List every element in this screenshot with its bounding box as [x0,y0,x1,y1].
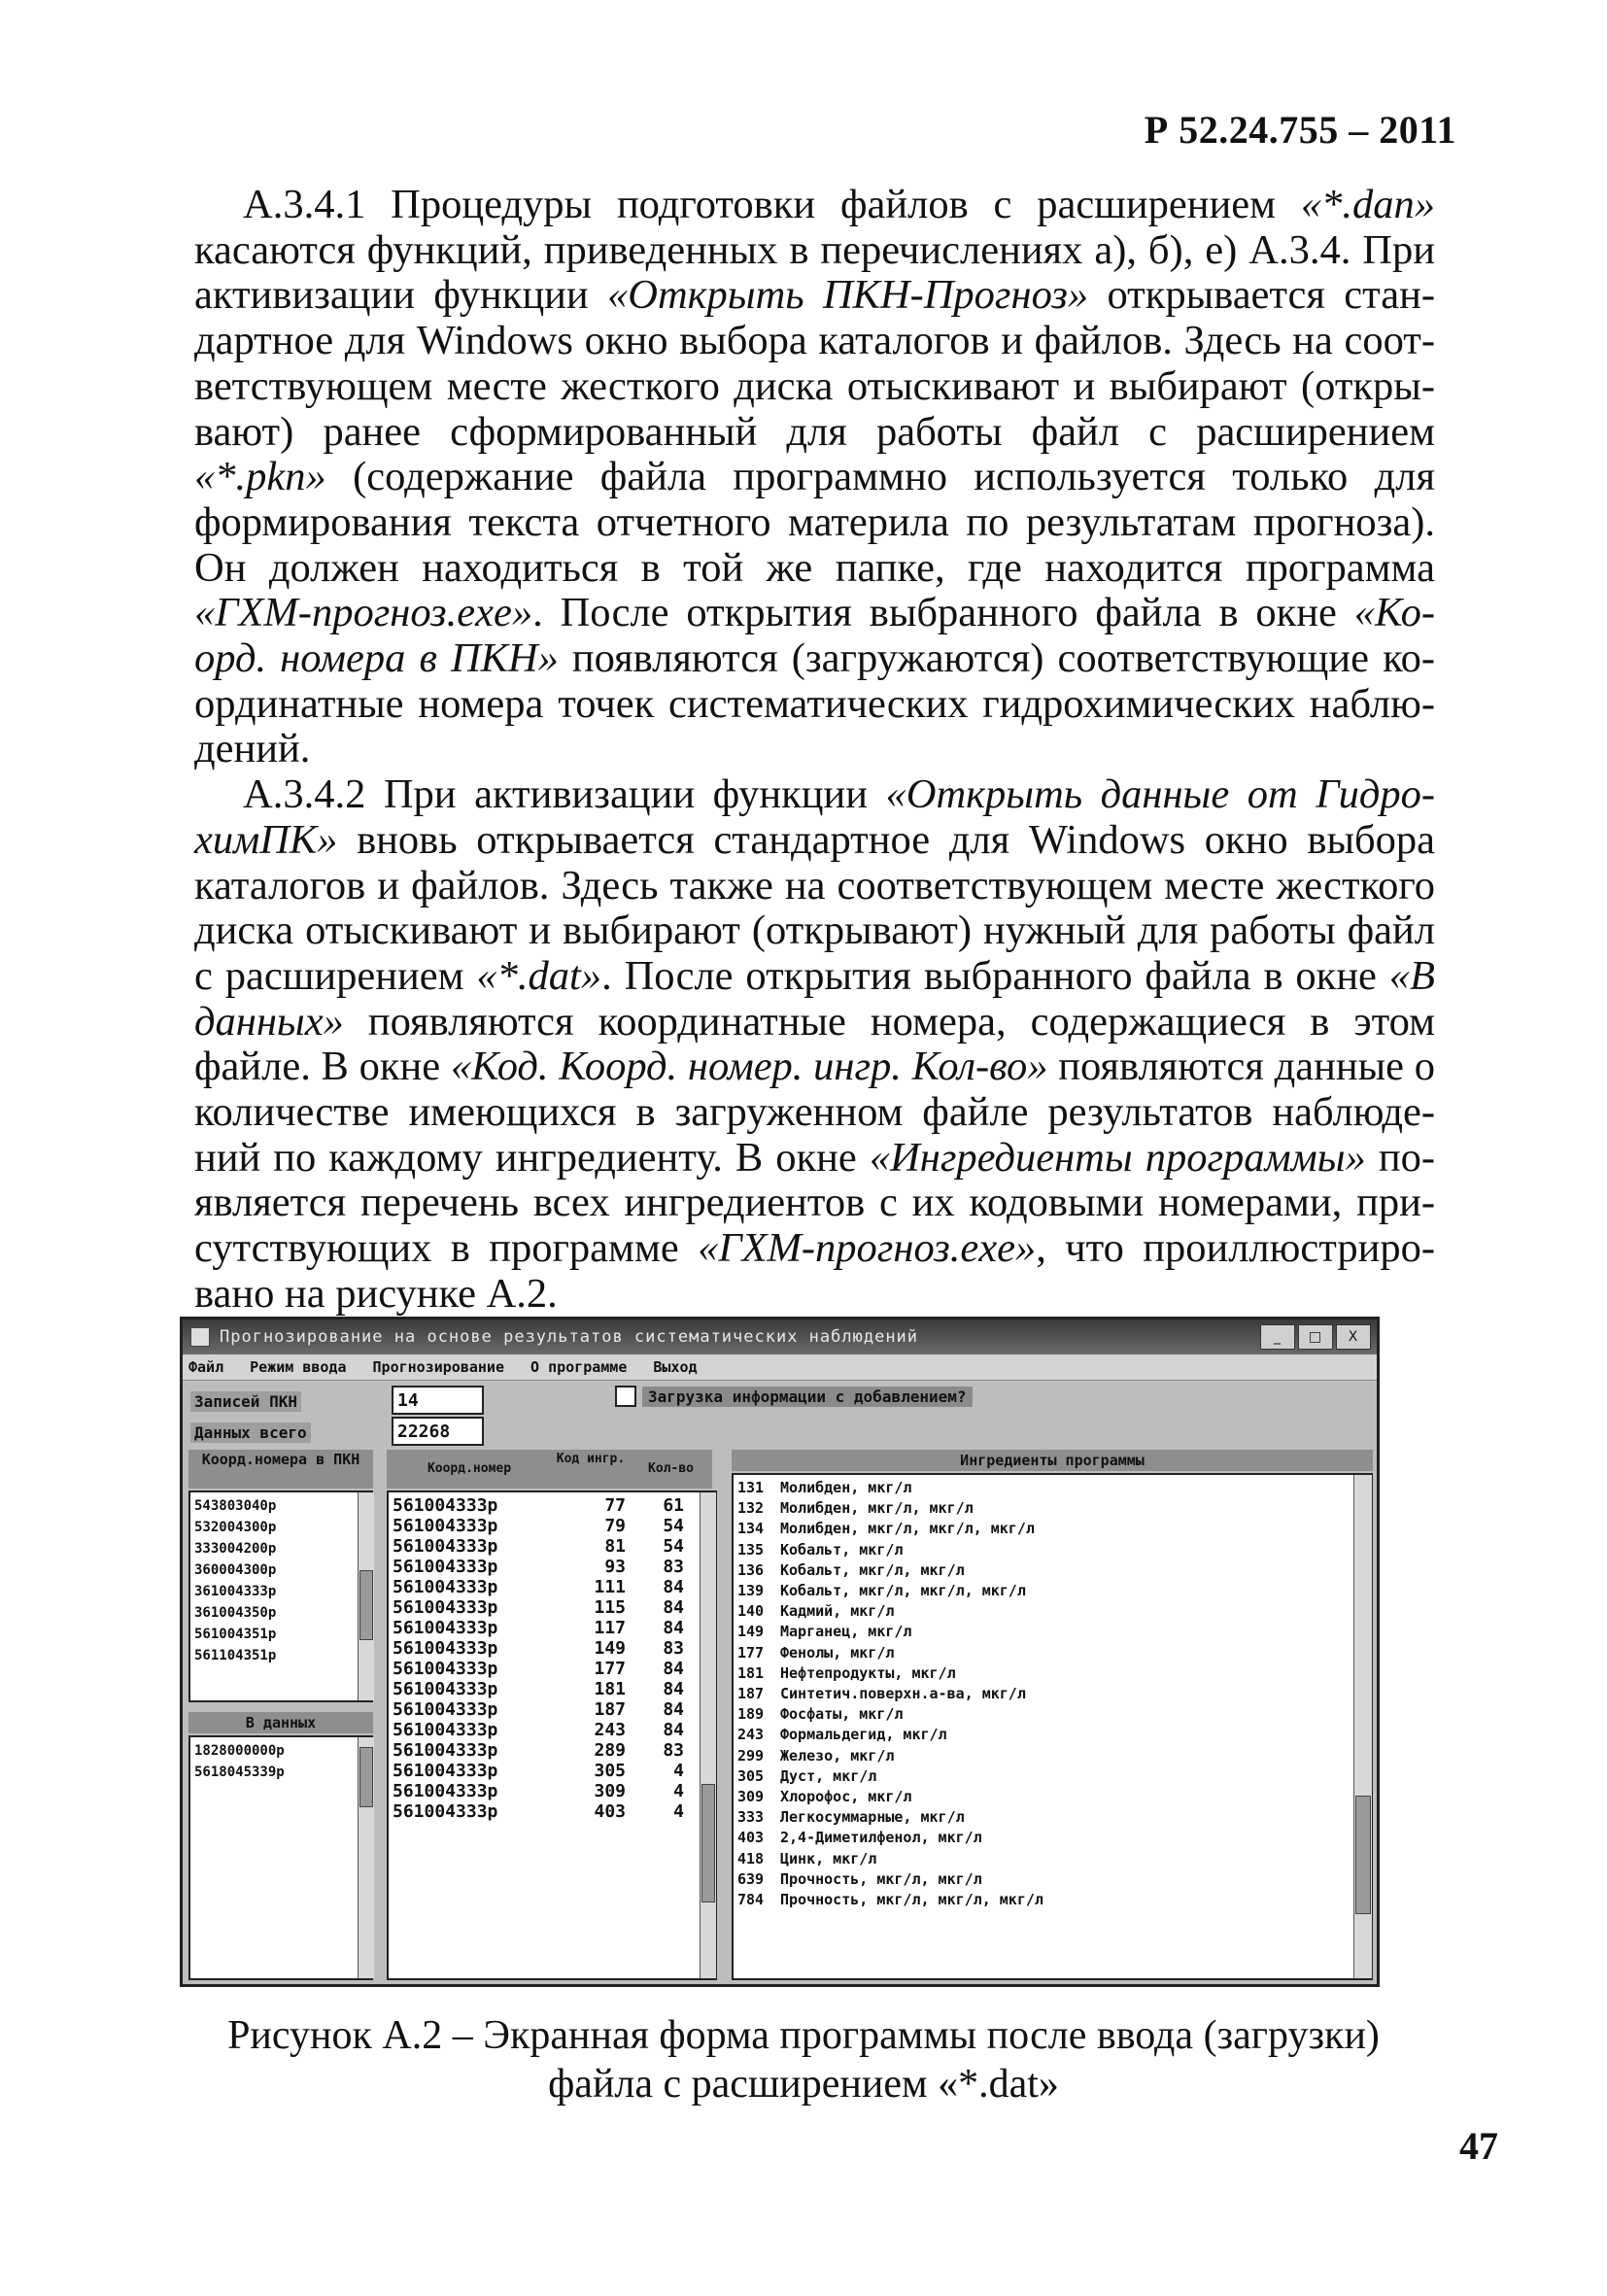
grid-row[interactable] [393,1740,711,1761]
ingredient-name: 2,4-Диметилфенол, мкг/л [780,1829,982,1847]
ingredient-name: Фенолы, мкг/л [780,1643,895,1662]
pkn-list-header: Коорд.номера в ПКН [188,1450,373,1489]
text-run: появляются (загружаются) соответствующие ко-ординатные номера точек систематических гидрохимических наблю-дений. [194,635,1436,772]
grid-cell-count: 83 [663,1638,684,1659]
grid-row[interactable] [393,1557,711,1577]
grid-cell-count: 84 [663,1720,684,1740]
ingredient-code: 639 [737,1869,765,1888]
ingredient-item[interactable] [737,1725,1367,1745]
ingredient-item[interactable] [737,1704,1367,1725]
ingredient-code: 189 [737,1705,765,1724]
grid-cell-coord: 561004333р [393,1781,498,1801]
records-label: Записей ПКН [190,1391,301,1412]
grid-row[interactable] [393,1801,711,1822]
grid-cell-code: 149 [594,1638,626,1659]
grid-cell-count: 84 [663,1577,684,1597]
program-screenshot [180,1317,1380,1987]
text-run: «*.dat» [476,952,602,999]
grid-cell-count: 83 [663,1557,684,1577]
grid-header-code: Код ингр. [556,1452,626,1466]
app-icon [190,1327,210,1347]
pkn-scrollbar[interactable] [358,1492,374,1700]
ingredient-item[interactable] [737,1869,1367,1890]
append-label: Загрузка информации с добавлением? [642,1387,973,1407]
minimize-button[interactable]: _ [1260,1324,1295,1350]
text-run: «В данных» [194,952,1436,1045]
ingredient-name: Железо, мкг/л [780,1746,895,1765]
text-run: «*.pkn» [194,454,326,500]
grid-scrollbar[interactable] [700,1492,716,1978]
ingredient-code: 177 [737,1643,765,1662]
ingredient-code: 784 [737,1891,765,1909]
ingredient-code: 131 [737,1479,765,1496]
ingredient-name: Кобальт, мкг/л, мкг/л [780,1560,965,1579]
grid-cell-count: 54 [663,1536,684,1557]
ingredient-code: 187 [737,1685,765,1703]
menu-input-mode[interactable]: Режим ввода [250,1358,347,1376]
ingredient-name: Синтетич.поверхн.а-ва, мкг/л [780,1685,1026,1703]
ingredient-item[interactable] [737,1807,1367,1828]
ingredient-name: Нефтепродукты, мкг/л [780,1663,956,1682]
text-run: А.3.4.1 Процедуры подготовки файлов с расширением [243,182,1301,227]
data-list[interactable] [188,1735,373,1980]
grid-cell-code: 305 [594,1761,626,1781]
ingredient-code: 403 [737,1829,765,1847]
grid-row[interactable] [393,1679,711,1699]
text-run: по-является перечень всех ингредиентов с их кодовыми номерами, при-сутствующих в программе [194,1134,1435,1272]
ingredient-item[interactable] [737,1766,1367,1787]
append-checkbox[interactable] [615,1386,636,1407]
window-title: Прогнозирование на основе результатов систематических наблюдений [220,1327,919,1347]
pkn-list-item[interactable]: 543803040р [194,1498,277,1514]
grid-cell-coord: 561004333р [393,1516,498,1536]
ingredient-code: 333 [737,1808,765,1827]
ingredients-list[interactable] [732,1473,1373,1980]
ingredient-item[interactable] [737,1663,1367,1684]
ingredient-item[interactable] [737,1643,1367,1663]
grid-cell-coord: 561004333р [393,1536,498,1557]
grid-cell-count: 84 [663,1679,684,1699]
ingredient-name: Цинк, мкг/л [780,1849,877,1868]
grid-cell-coord: 561004333р [393,1679,498,1699]
grid-row[interactable] [393,1577,711,1597]
grid-cell-code: 177 [594,1659,626,1679]
ingredient-code: 305 [737,1766,765,1785]
grid-cell-coord: 561004333р [393,1618,498,1638]
ingredient-name: Прочность, мкг/л, мкг/л, мкг/л [780,1891,1043,1909]
grid-cell-coord: 561004333р [393,1557,498,1577]
grid-cell-count: 83 [663,1740,684,1761]
ingredient-item[interactable] [737,1601,1367,1622]
text-run: «ГХМ-прогноз.exe» [194,590,533,636]
text-run: (содержание файла программно используется только для формирования текста отчетного материла по результатам прогноза). Он должен находиться в той же папке, где находится программа [194,454,1435,591]
menu-exit[interactable]: Выход [653,1358,698,1376]
window-titlebar [183,1319,1377,1354]
grid-cell-count: 84 [663,1618,684,1638]
ingredient-name: Фосфаты, мкг/л [780,1705,904,1724]
grid-row[interactable] [393,1761,711,1781]
text-run: . После открытия выбранного файла в окне [532,590,1354,636]
grid-cell-code: 187 [594,1699,626,1720]
ingredient-code: 136 [737,1560,765,1579]
grid-row[interactable] [393,1699,711,1720]
pkn-list-item[interactable]: 333004200р [194,1541,277,1557]
text-run: «Ингредиенты программы» [869,1134,1366,1181]
text-run: «*.dan» [1300,182,1435,227]
text-run: , что проиллюстриро-вано на рисунке А.2. [194,1225,1435,1317]
pkn-list-item[interactable]: 361004333р [194,1584,277,1599]
pkn-list-item[interactable]: 561104351р [194,1648,277,1663]
text-run: появляются данные о количестве имеющихся в загруженном файле результатов наблюде-ний по каждому ингредиенту. В окне [194,1044,1435,1181]
ingredient-code: 243 [737,1726,765,1744]
grid-cell-count: 61 [663,1495,684,1516]
ingredient-name: Молибден, мкг/л [780,1479,912,1496]
ingredient-name: Формальдегид, мкг/л [780,1726,947,1744]
ingredient-item[interactable] [737,1787,1367,1807]
ingredient-code: 134 [737,1520,765,1538]
grid-row[interactable] [393,1495,711,1516]
text-run: вновь открывается стандартное для Windows окно выбора каталогов и файлов. Здесь также на соответствующем месте жесткого диска отыскивают и выбирают (открывают) нужный для работы файл с расширением [194,816,1435,999]
ingredients-header: Ингредиенты программы [732,1450,1373,1471]
ingredient-code: 149 [737,1623,765,1641]
total-field[interactable]: 22268 [392,1417,484,1446]
grid-cell-code: 243 [594,1720,626,1740]
ingredient-item[interactable] [737,1746,1367,1766]
grid-cell-coord: 561004333р [393,1761,498,1781]
ingredient-code: 181 [737,1663,765,1682]
ingredient-item[interactable] [737,1684,1367,1704]
text-run: «Код. Коорд. номер. ингр. Кол-во» [450,1044,1048,1090]
maximize-button[interactable]: □ [1298,1324,1333,1350]
ingredient-name: Кадмий, мкг/л [780,1602,895,1621]
grid-cell-code: 289 [594,1740,626,1761]
grid-cell-code: 403 [594,1801,626,1822]
figure-caption-line2: файла с расширением «*.dat» [548,2062,1059,2107]
ingredient-item[interactable] [737,1828,1367,1848]
ingredient-code: 418 [737,1849,765,1868]
pkn-list-item[interactable]: 361004350р [194,1605,277,1621]
grid-cell-count: 4 [673,1761,684,1781]
grid-cell-coord: 561004333р [393,1577,498,1597]
figure-caption [146,2011,1461,2108]
body-text [194,183,1435,1318]
ingredient-name: Дуст, мкг/л [780,1766,877,1785]
ingredient-item[interactable] [737,1890,1367,1910]
ingredient-item[interactable] [737,1849,1367,1869]
grid-cell-code: 309 [594,1781,626,1801]
records-field[interactable]: 14 [392,1386,484,1415]
grid-header-count: Кол-во [648,1461,694,1476]
text-run: появляются координатные номера, содержащиеся в этом файле. В окне [194,998,1435,1090]
grid-cell-count: 84 [663,1699,684,1720]
ingredient-item[interactable] [737,1581,1367,1601]
ingredient-item[interactable] [737,1478,1367,1498]
close-button[interactable]: X [1336,1324,1371,1350]
pkn-list-item[interactable]: 360004300р [194,1562,277,1578]
ingredient-code: 140 [737,1602,765,1621]
ingredients-scrollbar[interactable] [1353,1475,1372,1978]
grid-cell-code: 81 [604,1536,626,1557]
text-run: «ГХМ-прогноз.exe» [698,1225,1037,1272]
ingredient-name: Кобальт, мкг/л, мкг/л, мкг/л [780,1582,1026,1600]
ingredient-code: 299 [737,1746,765,1765]
text-run: касаются функций, приведенных в перечислениях а), б), е) А.3.4. При активизации функции [194,226,1435,319]
data-list-header: В данных [188,1712,373,1733]
ingredient-code: 139 [737,1582,765,1600]
document-code: Р 52.24.755 – 2011 [1144,108,1456,152]
grid-cell-coord: 561004333р [393,1659,498,1679]
grid-cell-coord: 561004333р [393,1740,498,1761]
ingredient-name: Прочность, мкг/л, мкг/л [780,1869,982,1888]
figure-caption-line1: Рисунок А.2 – Экранная форма программы после ввода (загрузки) [227,2013,1380,2058]
grid-cell-coord: 561004333р [393,1597,498,1618]
ingredient-item[interactable] [737,1519,1367,1539]
text-run: «Ко-орд. номера в ПКН» [194,590,1435,682]
data-list-item[interactable]: 1828000000р [194,1743,285,1759]
menu-about[interactable]: О программе [530,1358,628,1376]
ingredient-name: Марганец, мкг/л [780,1623,912,1641]
total-label: Данных всего [190,1422,311,1443]
ingredient-code: 132 [737,1499,765,1518]
grid-cell-count: 84 [663,1659,684,1679]
ingredient-name: Молибден, мкг/л, мкг/л [780,1499,974,1518]
ingredient-item[interactable] [737,1622,1367,1642]
grid-cell-coord: 561004333р [393,1495,498,1516]
text-run: «Открыть ПКН-Прогноз» [607,272,1089,319]
grid-header-coord: Коорд.номер [427,1461,512,1476]
grid-row[interactable] [393,1659,711,1679]
grid-cell-code: 115 [594,1597,626,1618]
ingredient-name: Хлорофос, мкг/л [780,1788,912,1806]
ingredient-code: 135 [737,1540,765,1559]
grid-row[interactable] [393,1536,711,1557]
pkn-list-item[interactable]: 532004300р [194,1520,277,1535]
text-run: А.3.4.2 При активизации функции [243,771,886,818]
grid-cell-count: 4 [673,1801,684,1822]
menu-bar [183,1354,1377,1381]
grid-cell-code: 111 [594,1577,626,1597]
window-controls [1260,1324,1371,1350]
grid-cell-code: 79 [604,1516,626,1536]
grid-cell-code: 93 [604,1557,626,1577]
text-run: . После открытия выбранного файла в окне [601,952,1389,999]
grid-header [387,1450,712,1489]
grid-cell-count: 4 [673,1781,684,1801]
grid-cell-coord: 561004333р [393,1801,498,1822]
grid-cell-count: 84 [663,1597,684,1618]
data-list-item[interactable]: 5618045339р [194,1765,285,1780]
ingredient-name: Кобальт, мкг/л [780,1540,904,1559]
ingredient-item[interactable] [737,1498,1367,1519]
ingredient-name: Молибден, мкг/л, мкг/л, мкг/л [780,1520,1035,1538]
page-number: 47 [1459,2124,1498,2168]
grid-row[interactable] [393,1720,711,1740]
grid-row[interactable] [393,1618,711,1638]
menu-forecast[interactable]: Прогнозирование [372,1358,504,1376]
paragraph-a341 [194,183,1435,772]
pkn-list-item[interactable]: 561004351р [194,1627,277,1642]
measurements-grid[interactable] [387,1491,717,1980]
grid-cell-coord: 561004333р [393,1720,498,1740]
grid-cell-code: 77 [604,1495,626,1516]
grid-row[interactable] [393,1597,711,1618]
menu-file[interactable]: Файл [188,1358,224,1376]
grid-cell-count: 54 [663,1516,684,1536]
ingredient-item[interactable] [737,1560,1367,1581]
data-scrollbar[interactable] [358,1737,374,1978]
ingredient-name: Легкосуммарные, мкг/л [780,1808,965,1827]
grid-cell-coord: 561004333р [393,1699,498,1720]
ingredient-code: 309 [737,1788,765,1806]
grid-cell-coord: 561004333р [393,1638,498,1659]
text-run: открывается стан-дартное для Windows окно выбора каталогов и файлов. Здесь на соот-ветствующем месте жесткого диска отыскивают и выбирают (откры-вают) ранее сформированный для работы файл с расширением [194,272,1435,455]
grid-row[interactable] [393,1781,711,1801]
grid-row[interactable] [393,1638,711,1659]
grid-row[interactable] [393,1516,711,1536]
ingredient-item[interactable] [737,1540,1367,1560]
append-option [615,1386,973,1407]
grid-cell-code: 181 [594,1679,626,1699]
paragraph-a342 [194,772,1435,1317]
pkn-list[interactable] [188,1491,373,1702]
grid-cell-code: 117 [594,1618,626,1638]
text-run: «Открыть данные от Гидро-химПК» [194,771,1436,863]
